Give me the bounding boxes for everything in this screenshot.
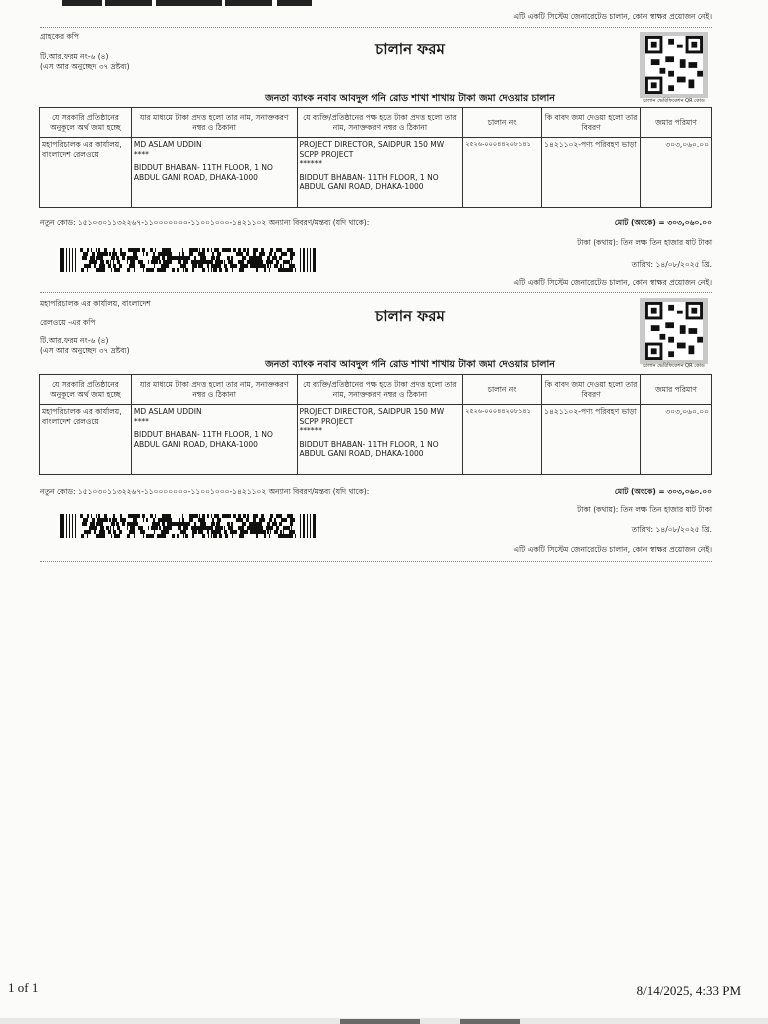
column-header: যে ব্যক্তি/প্রতিষ্ঠানের পক্ষ হতে টাকা প্রদত্ত হলো তার নাম, সনাক্তকরণ নম্বর ও ঠিকানা: [297, 375, 463, 405]
tr-form-number: টি.আর.ফরম নং-৬ (৪): [40, 336, 109, 345]
payer-name: MD ASLAM UDDIN: [133, 140, 202, 149]
system-notice-top: এটি একটি সিস্টেম জেনারেটেড চালান, কোন স্বাক্ষর প্রয়োজন নেই।: [513, 12, 712, 21]
sr-note: (এস আর অনুচ্ছেদ ৩৭ দ্রষ্টব্য): [40, 346, 130, 355]
copy-label: রেলওয়ে -এর কপি: [40, 318, 96, 327]
office-cell: মহাপরিচালক এর কার্যালয়, বাংলাদেশ রেলওয়ে: [40, 405, 132, 475]
scan-edge-mark: [340, 1019, 420, 1024]
challan-subtitle: জনতা ব্যাংক নবাব আবদুল গনি রোড শাখা শাখায় টাকা জমা দেওয়ার চালান: [265, 359, 555, 370]
form-title: চালান ফরম: [375, 307, 445, 325]
system-notice: এটি একটি সিস্টেম জেনারেটেড চালান, কোন স্বাক্ষর প্রয়োজন নেই।: [513, 545, 712, 554]
qr-code-icon: [644, 36, 704, 94]
party-cell: [297, 405, 463, 475]
column-header: চালান নং: [463, 375, 542, 405]
column-header: জমার পরিমাণ: [641, 375, 712, 405]
column-header: যার মাধ্যমে টাকা প্রদত্ত হলো তার নাম, সনাক্তকরণ নম্বর ও ঠিকানা: [131, 375, 297, 405]
party-id: ******: [299, 426, 323, 435]
party-name: PROJECT DIRECTOR, SAIDPUR 150 MW SCPP PROJECT: [299, 140, 445, 159]
table-header-row: [40, 375, 712, 405]
barcode: [60, 514, 318, 538]
divider: [40, 292, 712, 293]
party-address: BIDDUT BHABAN- 11TH FLOOR, 1 NO ABDUL GANI ROAD, DHAKA-1000: [299, 172, 439, 191]
party-address: BIDDUT BHABAN- 11TH FLOOR, 1 NO ABDUL GANI ROAD, DHAKA-1000: [299, 439, 439, 458]
challan-number: ২৫২৬-০০০৪৪২০৮১৪১: [463, 138, 542, 208]
column-header: যে সরকারি প্রতিষ্ঠানের অনুকূলে অর্থ জমা হচ্ছে: [40, 375, 132, 405]
sr-note: (এস আর অনুচ্ছেদ ৩৭ দ্রষ্টব্য): [40, 62, 130, 71]
payer-id: ****: [133, 416, 149, 426]
office-cell: মহাপরিচালক এর কার্যালয়, বাংলাদেশ রেলওয়ে: [40, 138, 132, 208]
qr-caption: চালান ভেরিফিকেশন QR কোড: [643, 363, 705, 369]
barcode: [60, 248, 318, 272]
payer-id: ****: [133, 149, 149, 159]
table-row: [40, 138, 712, 208]
payer-name: MD ASLAM UDDIN: [133, 407, 202, 416]
divider: [40, 27, 712, 28]
challan-number: ২৫২৬-০০০৪৪২০৮১৪১: [463, 405, 542, 475]
qr-code-icon: [644, 302, 704, 360]
total-words: টাকা (কথায়): তিন লক্ষ তিন হাজার ষাট টাকা: [577, 505, 712, 514]
code-line: নতুন কোড: ১৫১০৩০১১৩২২৬৭-১১০০০০০০০-১১০০১০০০-১৪২১১০২ অন্যান্য বিবরণ/মন্তব্য (যদি থাকে):: [40, 218, 370, 227]
qr-code: [640, 298, 708, 364]
amount-cell: ৩০৩,০৬০.০০: [641, 138, 712, 208]
divider: [40, 561, 712, 562]
table-header-row: [40, 108, 712, 138]
form-title: চালান ফরম: [375, 40, 445, 58]
barcode-top-partial: [62, 0, 312, 6]
payer-cell: [131, 405, 297, 475]
purpose-cell: ১৪২১১০২-পণ্য পরিবহণ ভাড়া: [542, 138, 641, 208]
column-header: জমার পরিমাণ: [641, 108, 712, 138]
qr-code: [640, 32, 708, 98]
code-line: নতুন কোড: ১৫১০৩০১১৩২২৬৭-১১০০০০০০০-১১০০১০০০-১৪২১১০২ অন্যান্য বিবরণ/মন্তব্য (যদি থাকে):: [40, 487, 370, 496]
copy-label: গ্রাহকের কপি: [40, 32, 79, 41]
date: তারিখ: ১৪/০৮/২০২৫ খ্রি.: [631, 260, 712, 269]
column-header: কি বাবদ জমা দেওয়া হলো তার বিবরণ: [542, 375, 641, 405]
system-notice: এটি একটি সিস্টেম জেনারেটেড চালান, কোন স্বাক্ষর প্রয়োজন নেই।: [513, 278, 712, 287]
page-count: 1 of 1: [8, 980, 39, 995]
challan-subtitle: জনতা ব্যাংক নবাব আবদুল গনি রোড শাখা শাখায় টাকা জমা দেওয়ার চালান: [265, 93, 555, 104]
print-datetime: 8/14/2025, 4:33 PM: [636, 983, 741, 998]
party-cell: [297, 138, 463, 208]
column-header: যে ব্যক্তি/প্রতিষ্ঠানের পক্ষ হতে টাকা প্রদত্ত হলো তার নাম, সনাক্তকরণ নম্বর ও ঠিকানা: [297, 108, 463, 138]
column-header: যার মাধ্যমে টাকা প্রদত্ত হলো তার নাম, সনাক্তকরণ নম্বর ও ঠিকানা: [131, 108, 297, 138]
party-id: ******: [299, 159, 323, 168]
payer-address: BIDDUT BHABAN- 11TH FLOOR, 1 NO ABDUL GANI ROAD, DHAKA-1000: [133, 163, 273, 182]
party-name: PROJECT DIRECTOR, SAIDPUR 150 MW SCPP PROJECT: [299, 407, 445, 426]
payer-cell: [131, 138, 297, 208]
total-figures: মোট (অংকে) = ৩০৩,০৬০.০০: [614, 218, 712, 227]
copy-office: মহাপরিচালক এর কার্যালয়, বাংলাদেশ: [40, 299, 151, 308]
amount-cell: ৩০৩,০৬০.০০: [641, 405, 712, 475]
challan-table: [39, 107, 712, 208]
tr-form-number: টি.আর.ফরম নং-৬ (৪): [40, 52, 109, 61]
date: তারিখ: ১৪/০৮/২০২৫ খ্রি.: [631, 525, 712, 534]
column-header: চালান নং: [463, 108, 542, 138]
qr-caption: চালান ভেরিফিকেশন QR কোড: [643, 98, 705, 104]
purpose-cell: ১৪২১১০২-পণ্য পরিবহণ ভাড়া: [542, 405, 641, 475]
column-header: কি বাবদ জমা দেওয়া হলো তার বিবরণ: [542, 108, 641, 138]
total-figures: মোট (অংকে) = ৩০৩,০৬০.০০: [614, 487, 712, 496]
total-words: টাকা (কথায়): তিন লক্ষ তিন হাজার ষাট টাকা: [577, 238, 712, 247]
column-header: যে সরকারি প্রতিষ্ঠানের অনুকূলে অর্থ জমা হচ্ছে: [40, 108, 132, 138]
scan-edge-mark: [460, 1019, 520, 1024]
table-row: [40, 405, 712, 475]
challan-table: [39, 374, 712, 475]
payer-address: BIDDUT BHABAN- 11TH FLOOR, 1 NO ABDUL GANI ROAD, DHAKA-1000: [133, 430, 273, 449]
